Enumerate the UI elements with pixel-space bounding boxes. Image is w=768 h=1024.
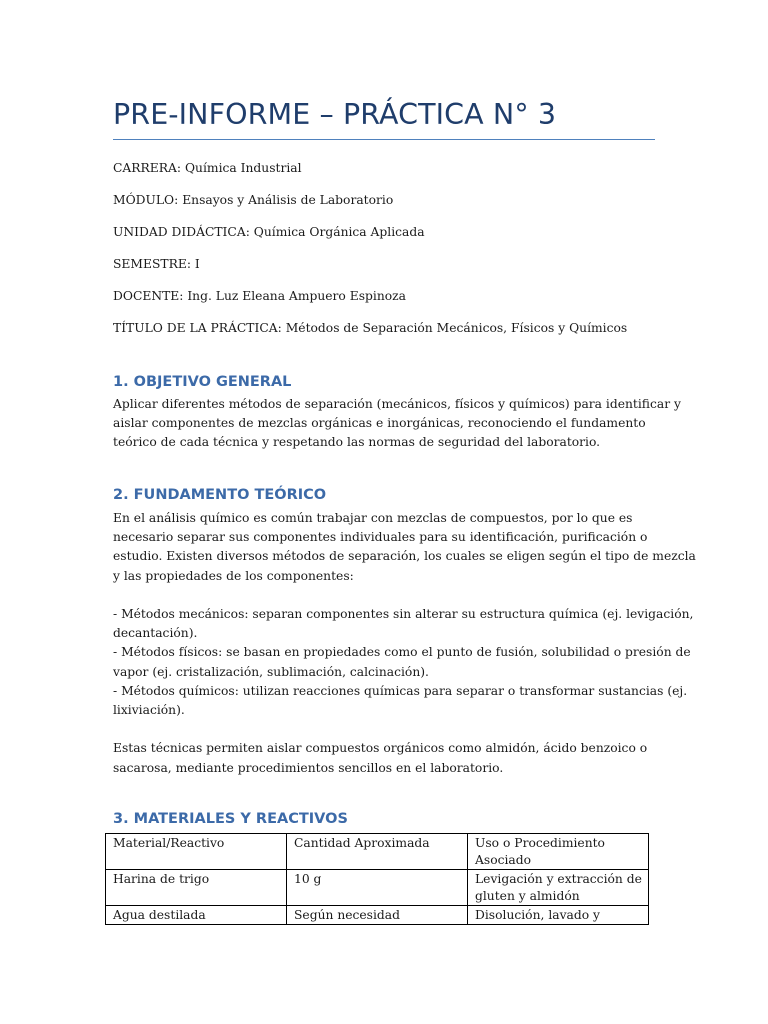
paragraph-line: sacarosa, mediante procedimientos sencillos en el laboratorio.: [113, 760, 504, 775]
table-cell: Harina de trigo: [106, 870, 287, 906]
materials-table: [105, 833, 649, 925]
paragraph-line: estudio. Existen diversos métodos de separación, los cuales se eligen según el tipo de mezcla: [113, 549, 696, 564]
table-cell: Levigación y extracción de gluten y almidón: [468, 870, 649, 906]
title-underline: [113, 139, 655, 140]
paragraph-line: aislar componentes de mezclas orgánicas e inorgánicas, reconociendo el fundamento: [113, 416, 646, 431]
paragraph-line: vapor (ej. cristalización, sublimación, calcinación).: [113, 664, 429, 679]
paragraph-line: En el análisis químico es común trabajar con mezclas de compuestos, por lo que es: [113, 511, 633, 525]
paragraph-line: y las propiedades de los componentes:: [113, 568, 354, 583]
paragraph-line: Estas técnicas permiten aislar compuestos orgánicos como almidón, ácido benzoico o: [113, 741, 648, 756]
meta-unidad-didactica: UNIDAD DIDÁCTICA: Química Orgánica Aplicada: [113, 225, 425, 239]
meta-titulo-practica: TÍTULO DE LA PRÁCTICA: Métodos de Separación Mecánicos, Físicos y Químicos: [113, 321, 628, 335]
paragraph-line: - Métodos mecánicos: separan componentes sin alterar su estructura química (ej. levigación,: [113, 607, 694, 622]
meta-semestre: SEMESTRE: I: [113, 257, 200, 271]
table-header-cell: Uso o Procedimiento Asociado: [468, 834, 649, 870]
section-body-objetivo: [113, 395, 681, 453]
table-row: [106, 870, 649, 906]
table-header-cell: Material/Reactivo: [106, 834, 287, 870]
paragraph-line: lixiviación).: [113, 703, 185, 718]
section-heading-objetivo: 1. OBJETIVO GENERAL: [113, 374, 292, 390]
section-body-fundamento: [113, 509, 696, 778]
paragraph-blank: [113, 586, 658, 605]
paragraph-line: necesario separar sus componentes individuales para su identificación, purificación o: [113, 530, 648, 545]
paragraph-line: teórico de cada técnica y respetando las normas de seguridad del laboratorio.: [113, 435, 601, 450]
paragraph-line: Aplicar diferentes métodos de separación (mecánicos, físicos y químicos) para identificar y: [113, 397, 681, 411]
meta-carrera: CARRERA: Química Industrial: [113, 161, 302, 175]
document-title: PRE-INFORME – PRÁCTICA N° 3: [113, 98, 557, 131]
table-cell: Disolución, lavado y: [468, 906, 649, 925]
paragraph-line: - Métodos químicos: utilizan reacciones químicas para separar o transformar sustancias (ej.: [113, 683, 688, 698]
table-header-cell: Cantidad Aproximada: [287, 834, 468, 870]
paragraph-line: - Métodos físicos: se basan en propiedades como el punto de fusión, solubilidad o presión de: [113, 645, 691, 660]
meta-docente: DOCENTE: Ing. Luz Eleana Ampuero Espinoza: [113, 289, 406, 303]
table-cell: Agua destilada: [106, 906, 287, 925]
meta-modulo: MÓDULO: Ensayos y Análisis de Laboratorio: [113, 193, 394, 207]
section-heading-fundamento: 2. FUNDAMENTO TEÓRICO: [113, 487, 327, 503]
table-row: [106, 906, 649, 925]
table-cell: Según necesidad: [287, 906, 468, 925]
section-heading-materiales: 3. MATERIALES Y REACTIVOS: [113, 811, 348, 827]
table-header-row: [106, 834, 649, 870]
paragraph-blank: [113, 720, 658, 739]
table-cell: 10 g: [287, 870, 468, 906]
paragraph-line: decantación).: [113, 626, 198, 641]
